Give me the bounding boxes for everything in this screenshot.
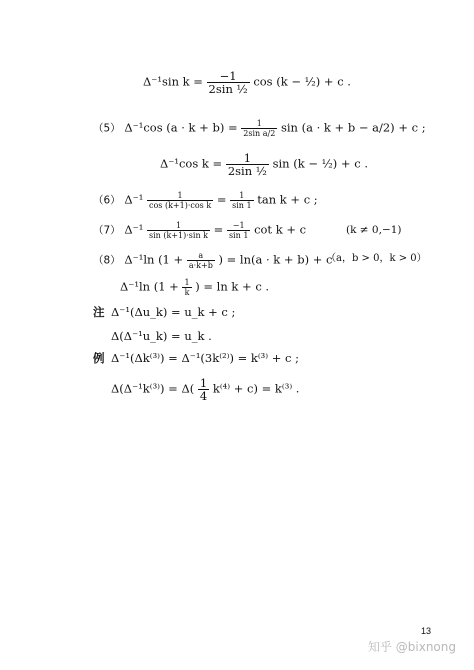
numerator: 1 bbox=[147, 221, 210, 231]
numerator: 1 bbox=[241, 119, 277, 129]
denominator: sin (k+1)·sin k bbox=[149, 231, 208, 240]
formula-lhs: Δ⁻¹ln (1 + bbox=[120, 279, 179, 294]
formula-7-condition: (k ≠ 0,−1) bbox=[346, 224, 402, 236]
formula-cos-inverse bbox=[160, 152, 368, 177]
formula-rhs: tan k + c ; bbox=[257, 192, 318, 207]
example-label: 例 bbox=[93, 351, 105, 365]
numerator: 1 bbox=[226, 152, 269, 165]
watermark: 知乎 @bixnong bbox=[367, 640, 456, 654]
formula-ln-inverse bbox=[120, 278, 269, 297]
fraction bbox=[182, 278, 191, 297]
formula-lhs: Δ⁻¹ bbox=[124, 192, 144, 207]
formula-lhs: Δ⁻¹cos (a · k + b) = bbox=[124, 120, 238, 135]
formula-8-condition: （a，b > 0，k > 0） bbox=[326, 253, 427, 264]
formula-5 bbox=[93, 119, 426, 138]
formula-6 bbox=[93, 191, 318, 210]
denominator: 2sin ½ bbox=[227, 164, 267, 178]
example-line-2-part-a: Δ(Δ⁻¹k⁽³⁾) = Δ( bbox=[111, 381, 195, 396]
fraction bbox=[147, 221, 210, 240]
example-line-2-part-b: k⁽⁴⁾ + c) = k⁽³⁾ . bbox=[212, 381, 300, 396]
fraction bbox=[207, 70, 250, 95]
note-line-2: Δ(Δ⁻¹u_k) = u_k . bbox=[111, 329, 212, 343]
formula-label: （7） bbox=[93, 224, 121, 237]
formula-rhs: sin (k − ½) + c . bbox=[272, 156, 368, 171]
numerator: −1 bbox=[227, 221, 250, 231]
numerator: a bbox=[187, 251, 215, 261]
equals: = bbox=[213, 222, 224, 237]
note-line-1: Δ⁻¹(Δu_k) = u_k + c ; bbox=[111, 305, 236, 319]
denominator: cos (k+1)·cos k bbox=[149, 201, 212, 210]
denominator: sin 1 bbox=[228, 231, 249, 240]
formula-rhs: cos (k − ½) + c . bbox=[253, 74, 351, 89]
fraction bbox=[187, 251, 215, 270]
denominator: 2sin a/2 bbox=[243, 129, 276, 138]
denominator: 2sin ½ bbox=[208, 82, 248, 96]
formula-label: （6） bbox=[93, 194, 121, 207]
note-label: 注 bbox=[93, 305, 105, 319]
formula-7 bbox=[93, 221, 306, 240]
formula-lhs: Δ⁻¹sin k = bbox=[143, 74, 203, 89]
formula-rhs: cot k + c bbox=[254, 222, 307, 237]
page-number: 13 bbox=[421, 626, 432, 636]
formula-lhs: Δ⁻¹ln (1 + bbox=[124, 252, 184, 267]
formula-rhs: ) = ln k + c . bbox=[195, 279, 270, 294]
numerator: 1 bbox=[147, 191, 213, 201]
formula-lhs: Δ⁻¹ bbox=[124, 222, 144, 237]
formula-8 bbox=[93, 251, 332, 270]
fraction bbox=[226, 152, 269, 177]
formula-label: （5） bbox=[93, 122, 121, 135]
formula-rhs: ) = ln(a · k + b) + c bbox=[218, 252, 333, 267]
example-line-1: Δ⁻¹(Δk⁽³⁾) = Δ⁻¹(3k⁽²⁾) = k⁽³⁾ + c ; bbox=[111, 351, 300, 365]
formula-lhs: Δ⁻¹cos k = bbox=[160, 156, 223, 171]
denominator: 4 bbox=[199, 389, 208, 403]
numerator: 1 bbox=[230, 191, 253, 201]
fraction bbox=[241, 119, 277, 138]
numerator: 1 bbox=[199, 376, 208, 390]
denominator: sin 1 bbox=[232, 201, 252, 210]
formula-label: （8） bbox=[93, 254, 121, 267]
equals: = bbox=[216, 192, 227, 207]
denominator: a·k+b bbox=[188, 261, 213, 270]
fraction bbox=[230, 191, 253, 210]
numerator: −1 bbox=[207, 70, 250, 83]
formula-rhs: sin (a · k + b − a/2) + c ; bbox=[280, 120, 426, 135]
numerator: 1 bbox=[184, 278, 190, 287]
example-line-2 bbox=[111, 377, 299, 402]
fraction bbox=[147, 191, 213, 210]
fraction bbox=[227, 221, 250, 240]
fraction bbox=[198, 377, 209, 402]
denominator: k bbox=[184, 288, 190, 297]
formula-sin-inverse bbox=[143, 70, 351, 95]
